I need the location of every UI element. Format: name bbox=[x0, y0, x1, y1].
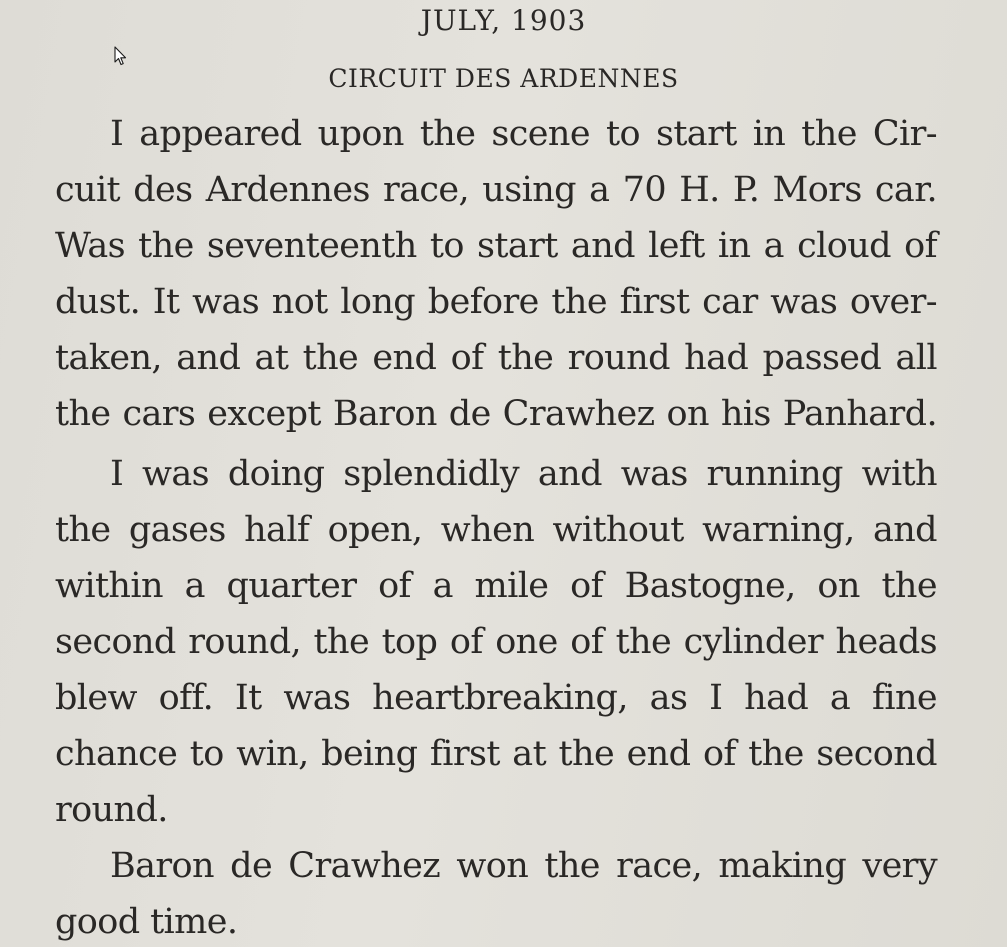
text-line: taken, and at the end of the round had passed all bbox=[55, 338, 937, 378]
text-line: Was the seventeenth to start and left in a cloud of bbox=[55, 226, 937, 266]
text-line: I appeared upon the scene to start in the Cir- bbox=[110, 114, 937, 154]
mouse-cursor-icon bbox=[114, 46, 128, 66]
text-line: the cars except Baron de Crawhez on his Panhard. bbox=[55, 394, 937, 434]
text-line: round. bbox=[55, 790, 168, 830]
text-line: Baron de Crawhez won the race, making very bbox=[110, 846, 937, 886]
text-line: the gases half open, when without warning, and bbox=[55, 510, 937, 550]
date-heading: JULY, 1903 bbox=[420, 4, 587, 37]
text-line: good time. bbox=[55, 902, 238, 942]
text-line: chance to win, being first at the end of the second bbox=[55, 734, 937, 774]
text-line: I was doing splendidly and was running with bbox=[110, 454, 937, 494]
text-line: within a quarter of a mile of Bastogne, on the bbox=[55, 566, 937, 606]
section-title: CIRCUIT DES ARDENNES bbox=[328, 64, 679, 93]
text-line: dust. It was not long before the first car was over- bbox=[55, 282, 937, 322]
text-line: second round, the top of one of the cylinder heads bbox=[55, 622, 937, 662]
text-line: blew off. It was heartbreaking, as I had a fine bbox=[55, 678, 937, 718]
text-line: cuit des Ardennes race, using a 70 H. P. Mors car. bbox=[55, 170, 937, 210]
